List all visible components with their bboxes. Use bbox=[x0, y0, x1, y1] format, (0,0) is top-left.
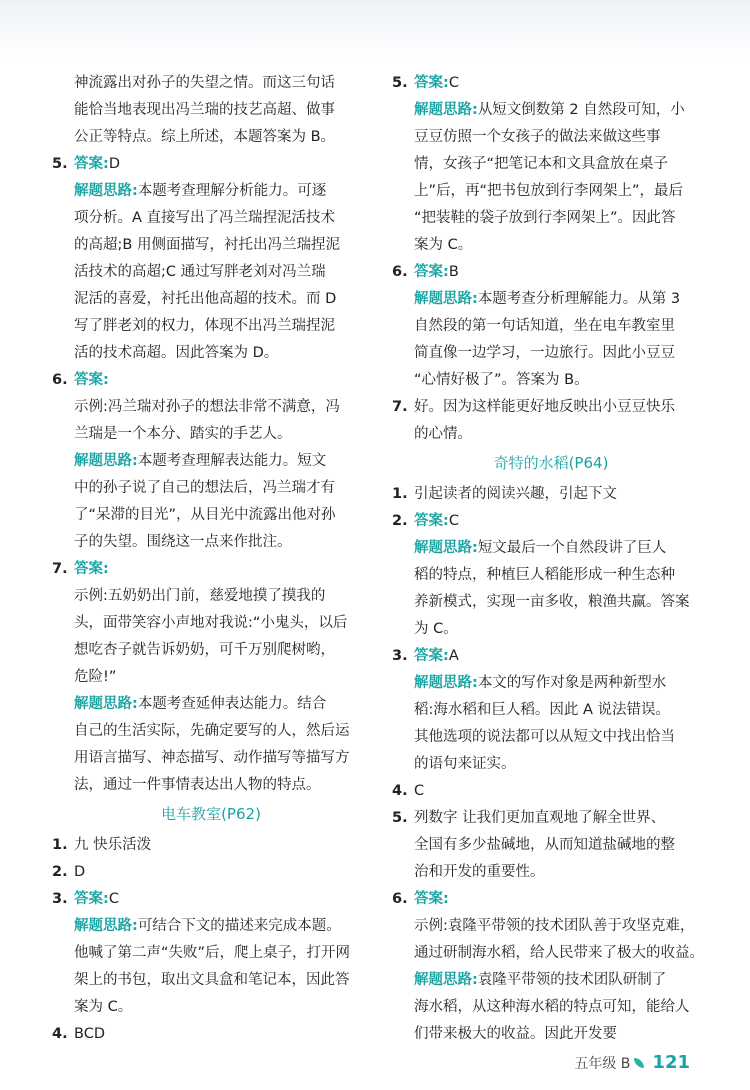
section-title: 奇特的水稻(P64) bbox=[493, 454, 609, 472]
section-answers: 1. 引起读者的阅读兴趣，引起下文 2. 答案:C 解题思路:短文最后一个自然段讲了巨人 稻的特点，种植巨人稻能形成一种生态种 养新模式，实现一亩多收，粮渔共赢。答案 为 C。 3. 答案:A 解题思路:本文的写作对象是两种新型水 稻:海水稻和巨人稻。因此 A 说法错误。 其他选项的说法都可以从短文中找出恰当 的语句来证实。 4. C 5. 列数字 让我们更加直观地了解全世界、 全国有多少盐碱地，从而知道盐碱地的整 治和开发的重要性。 6. 答案: 示例:袁隆平带领的技术团队善于攻坚克难， 通过研制海水稻，给人民带来了极大的收益。 解题思路:袁隆平带领的技术团队研制了 海水稻，从这种海水稻的特点可知，能给人 们带来极大的收益。因此开发要 bbox=[392, 486, 704, 1042]
question-r7: 7. 好。因为这样能更好地反映出小豆豆快乐 的心情。 bbox=[392, 399, 675, 442]
question-7: 7. 答案: 示例:五奶奶出门前，慈爱地摸了摸我的 头，面带笑容小声地对我说:“小鬼头，以后 想吃杏子就告诉奶奶，可千万别爬树哟， 危险!” 解题思路:本题考查延伸表达能力。结合 自己的生活实际，先确定要写的人，然后运 用语言描写、神态描写、动作描写等描写方 法，通过一件事情表达出人物的特点。 bbox=[52, 561, 350, 793]
section-title: 电车教室(P62) bbox=[161, 805, 261, 823]
page-number: 121 bbox=[652, 1052, 690, 1073]
question-5: 5. 答案:D 解题思路:本题考查理解分析能力。可逐 项分析。A 直接写出了冯兰瑞捏泥活技术 的高超;B 用侧面描写，衬托出冯兰瑞捏泥 活技术的高超;C 通过写胖老刘对冯兰瑞 泥活的喜爱，衬托出他高超的技术。而 D 写了胖老刘的权力，体现不出冯兰瑞捏泥 活的技术高超。因此答案为 D。 bbox=[52, 156, 340, 361]
top-band bbox=[0, 0, 750, 60]
right-column bbox=[392, 70, 710, 1048]
section-answers: 1. 九 快乐活泼 2. D 3. 答案:C 解题思路:可结合下文的描述来完成本题。 他喊了第二声“失败”后，爬上桌子，打开网 架上的书包，取出文具盒和笔记本，因此答 案为 C。 4. BCD bbox=[52, 837, 351, 1042]
grade-label: 五年级 B bbox=[574, 1056, 631, 1072]
left-column bbox=[52, 70, 370, 1048]
question-r5: 5. 答案:C 解题思路:从短文倒数第 2 自然段可知，小 豆豆仿照一个女孩子的做法来做这些事 情，女孩子“把笔记本和文具盒放在桌子 上”后，再“把书包放到行李网架上”，最后 “把装鞋的袋子放到行李网架上”。因此答 案为 C。 bbox=[392, 75, 685, 253]
leaf-icon bbox=[634, 1058, 644, 1068]
question-r6: 6. 答案:B 解题思路:本题考查分析理解能力。从第 3 自然段的第一句话知道，坐在电车教室里 简直像一边学习，一边旅行。因此小豆豆 “心情好极了”。答案为 B。 bbox=[392, 264, 681, 388]
intro-paragraph: 神流露出对孙子的失望之情。而这三句话 能恰当地表现出冯兰瑞的技艺高超、做事 公正等特点。综上所述，本题答案为 B。 bbox=[74, 75, 336, 145]
page-footer bbox=[574, 1052, 690, 1073]
question-6: 6. 答案: 示例:冯兰瑞对孙子的想法非常不满意，冯 兰瑞是一个本分、踏实的手艺人。 解题思路:本题考查理解表达能力。短文 中的孙子说了自己的想法后，冯兰瑞才有 了“呆滞的目光”，从目光中流露出他对孙 子的失望。围绕这一点来作批注。 bbox=[52, 372, 340, 550]
